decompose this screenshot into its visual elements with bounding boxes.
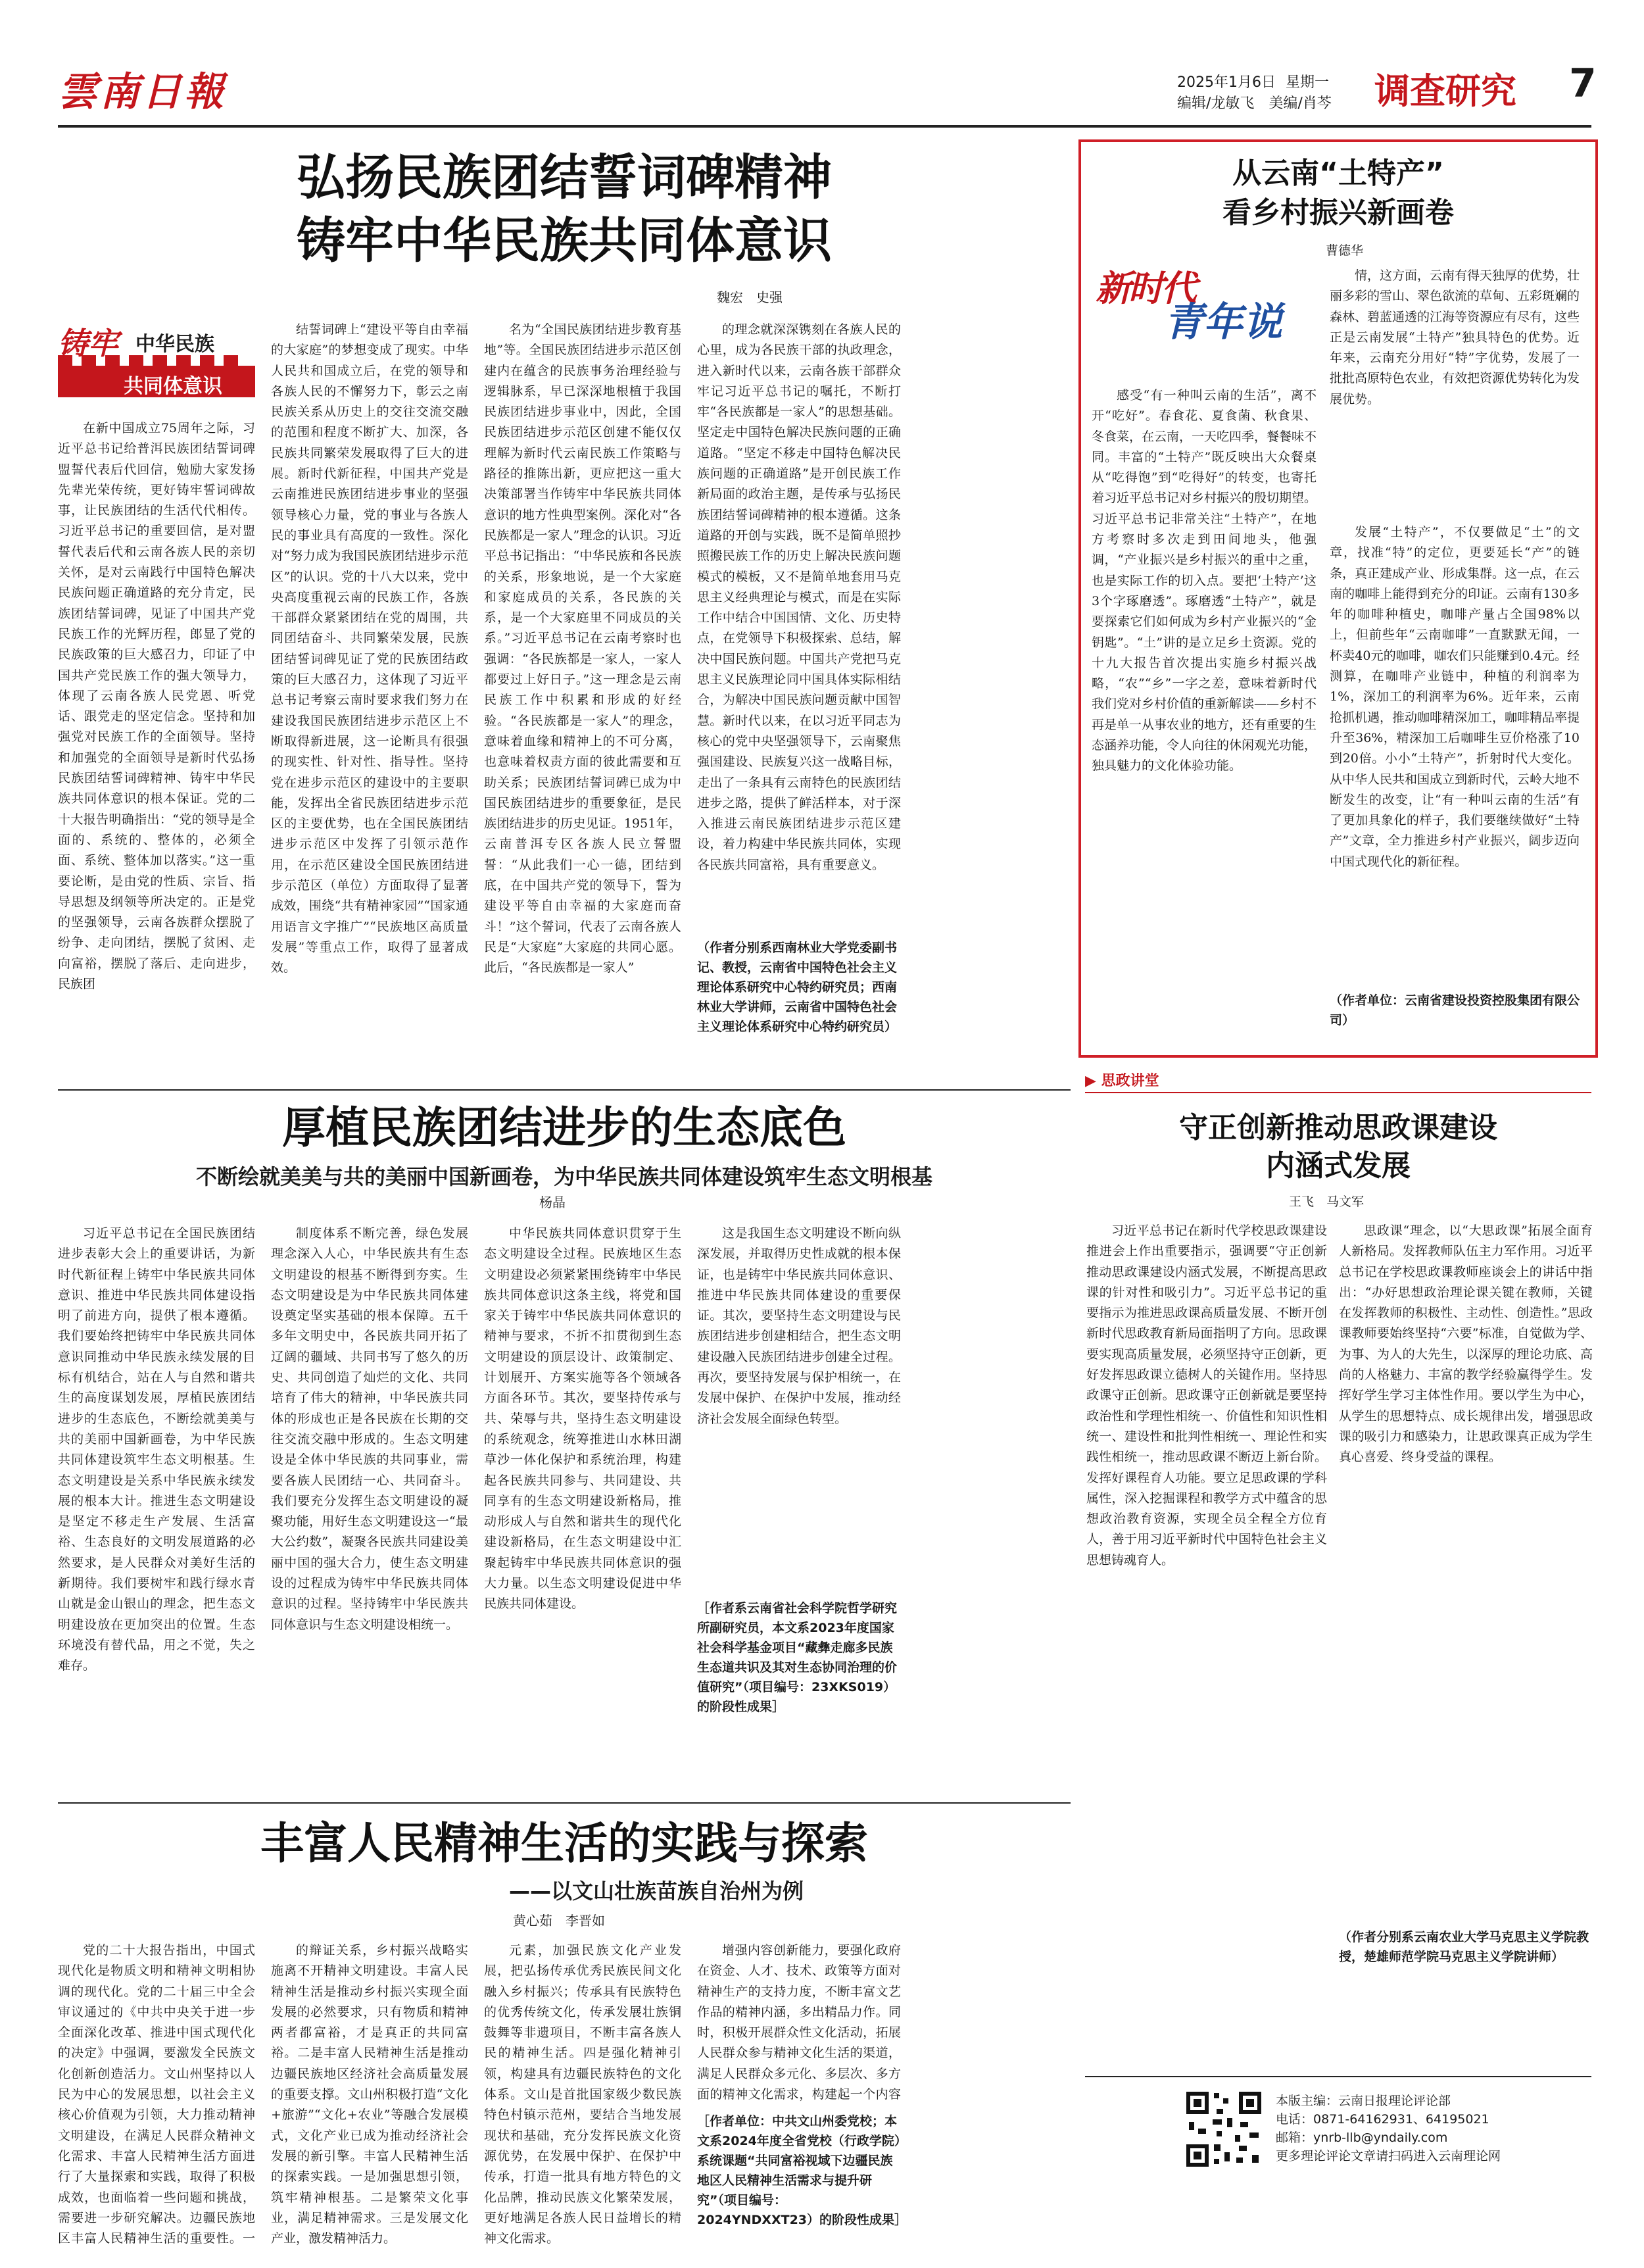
sidebar-feature-col1-top-text: 情，这方面，云南有得天独厚的优势，壮丽多彩的雪山、翠色欲流的草甸、五彩斑斓的森林、碧蓝通透的江海等资源应有尽有，这些正是云南发展“土特产”独具特色的优势。近年来，云南充分用好“特”字优势，发展了一批批高原特色农业，有效把资源优势转化为发展优势。	[1330, 268, 1580, 407]
article3-col1	[58, 1940, 255, 2250]
divider-2	[58, 1802, 1071, 1804]
sidebar-feature-title	[1081, 154, 1595, 233]
article3-col3-text: 元素，加强民族文化产业发展，把弘扬传承优秀民族民间文化融入乡村振兴；传承具有民族特色的优秀传统文化，传承发展壮族铜鼓舞等非遗项目，不断丰富各族人民的精神生活。四是强化精神引领，构建具有边疆民族特色的文化体系。文山是首批国家级少数民族特色村镇示范州，要结合当地发展现状和基础，充分发挥民族文化资源优势，在发展中保护、在保护中传承，打造一批具有地方特色的文化品牌，推动民族文化繁荣发展，更好地满足各族人民日益增长的精神文化需求。	[484, 1943, 681, 2246]
divider-1	[58, 1089, 1071, 1091]
qr-code[interactable]	[1184, 2089, 1264, 2169]
article2-title: 厚植民族团结进步的生态底色	[282, 1102, 846, 1153]
chevron-right-icon: ▶	[1085, 1073, 1101, 1089]
sidebar-feature-title-line2: 看乡村振兴新画卷	[1222, 196, 1454, 230]
article2-author-note: ［作者系云南省社会科学院哲学研究所副研究员，本文系2023年度国家社会科学基金项目“藏彝走廊多民族生态道共识及其对生态协同治理的价值研究”（项目编号：23XKS019）的阶段性成果］	[697, 1601, 898, 1714]
section-label-rule	[1085, 1092, 1591, 1093]
sidebar-bottom-col1	[1086, 1221, 1327, 1986]
article1-col2-text: 结誓词碑上“建设平等自由幸福的大家庭”的梦想变成了现实。中华人民共和国成立后，在党的领导和各族人民的不懈努力下，彰云之南民族关系从历史上的交往交流交融的范围和程度不断扩大、加深，各民族共同繁荣发展取得了巨大的进展。新时代新征程，中国共产党是云南推进民族团结进步事业的坚强领导核心力量，党的事业与各族人民的事业具有高度的一致性。深化对“努力成为我国民族团结进步示范区”的认识。党的十八大以来，党中央高度重视云南的民族工作，各族干部群众紧紧团结在党的周围，共同团结奋斗、共同繁荣发展，民族团结誓词碑见证了党的民族团结政策的巨大感召力，这体现了习近平总书记考察云南时要求我们努力在建设我国民族团结进步示范区上不断取得新进展，这一论断具有很强的现实性、针对性、指导性。坚持党在进步示范区的建设中的主要职能，发挥出全省民族团结进步示范区的主要优势，也在全国民族团结进步示范区中发挥了引领示范作用，在示范区建设全国民族团结进步示范区（单位）方面取得了显著成效，围绕“共有精神家园”“国家通用语言文字推广”“民族地区高质量发展”等重点工作，取得了显著成效。	[271, 322, 468, 975]
section-label-text: 思政讲堂	[1101, 1073, 1159, 1089]
badge-line3: 共同体意识	[124, 375, 222, 398]
sidebar-feature-author: 曹德华	[1326, 243, 1364, 258]
section-title: 调查研究	[1374, 70, 1516, 112]
sidebar-bottom-title-line1: 守正创新推动思政课建设	[1179, 1111, 1497, 1145]
sidebar-bottom-author-note: （作者分别系云南农业大学马克思主义学院教授，楚雄师范学院马克思主义学院讲师）	[1339, 1930, 1589, 1964]
date-text: 2025年1月6日	[1177, 74, 1276, 91]
article2-col1-text: 习近平总书记在全国民族团结进步表彰大会上的重要讲话，为新时代新征程上铸牢中华民族共同体意识、推进中华民族共同体建设指明了前进方向，提供了根本遵循。我们要始终把铸牢中华民族共同体意识同推动中华民族永续发展的目标有机结合，站在人与自然和谐共生的高度谋划发展，厚植民族团结进步的生态底色，不断绘就美美与共的美丽中国新画卷，为中华民族共同体建设筑牢生态文明根基。生态文明建设是关系中华民族永续发展的根本大计。推进生态文明建设是坚定不移走生产发展、生活富裕、生态良好的文明发展道路的必然要求，是人民群众对美好生活的新期待。我们要树牢和践行绿水青山就是金山银山的理念，把生态文明建设放在更加突出的位置。生态环境没有替代品，用之不觉，失之难存。	[58, 1226, 255, 1673]
sidebar-bottom-authors: 王飞 马文军	[1289, 1195, 1365, 1209]
badge-word-new-era: 新时代	[1096, 267, 1194, 309]
editors-line: 编辑/龙敏飞 美编/肖芩	[1177, 95, 1332, 112]
sidebar-feature-col1-text: 感受“有一种叫云南的生活”，离不开“吃好”。春食花、夏食菌、秋食果、冬食菜，在云南，一天吃四季，餐餐味不同。丰富的“土特产”既反映出大众餐桌从“吃得饱”到“吃得好”的转变，也寄托着习近平总书记对乡村振兴的殷切期望。习近平总书记非常关注“土特产”，在地方考察时多次走到田间地头，他强调，“产业振兴是乡村振兴的重中之重，也是实际工作的切入点。要把‘土特产’这3个字琢磨透”。琢磨透“土特产”，就是要探索它们如何成为乡村产业振兴的“金钥匙”。“土”讲的是立足乡土资源。党的十九大报告首次提出实施乡村振兴战略，“农”“乡”一字之差，意味着新时代我们党对乡村价值的重新解读——乡村不再是单一从事农业的地方，还有重要的生态涵养功能，令人向往的休闲观光功能，独具魅力的文化体验功能。	[1092, 388, 1317, 774]
masthead-rule	[58, 125, 1591, 128]
article2-col3-text: 中华民族共同体意识贯穿于生态文明建设全过程。民族地区生态文明建设必须紧紧围绕铸牢中华民族共同体意识这条主线，将党和国家关于铸牢中华民族共同体意识的精神与要求，不折不扣贯彻到生态文明建设的顶层设计、政策制定、计划展开、方案实施等各个领域各方面各环节。其次，要坚持传承与共、荣辱与共，坚持生态文明建设的系统观念，统筹推进山水林田湖草沙一体化保护和系统治理，构建起各民族共同参与、共同建设、共同享有的生态文明建设新格局，推动形成人与自然和谐共生的现代化建设新格局，在生态文明建设中汇聚起铸牢中华民族共同体意识的强大力量。以生态文明建设促进中华民族共同体建设。	[484, 1226, 681, 1612]
article1-col1	[58, 418, 255, 1076]
issue-date	[1177, 71, 1329, 91]
sidebar-bottom-col2	[1339, 1221, 1593, 1921]
sidebar-bottom-title	[1078, 1109, 1598, 1185]
article2-author: 杨晶	[539, 1195, 566, 1210]
article3-col3	[484, 1940, 681, 2250]
sidebar-feature-col1	[1092, 385, 1317, 1050]
article2-col4	[697, 1223, 901, 1592]
footer-info	[1276, 2092, 1501, 2165]
article3-title: 丰富人民精神生活的实践与探索	[260, 1818, 868, 1869]
badge-line2: 中华民族	[135, 333, 214, 356]
article3-col2	[271, 1940, 468, 2250]
article1-col3	[484, 320, 681, 1076]
article1-title	[58, 146, 1071, 272]
sidebar-feature-col2-text: 发展“土特产”，不仅要做足“土”的文章，找准“特”的定位，更要延长“产”的链条，真正建成产业、形成集群。这一点，在云南的咖啡上能得到充分的印证。云南有130多年的咖啡种植史，咖啡产量占全国98%以上，但前些年“云南咖啡”一直默默无闻，一杯卖40元的咖啡，咖农们只能赚到0.4元。经测算，在咖啡产业链中，种植的利润率为1%，深加工的利润率为6%。近年来，云南抢抓机遇，推动咖啡精深加工，咖啡精品率提升至36%，精深加工后咖啡生豆价格涨了10到20倍。小小“土特产”，折射时代大变化。从中华人民共和国成立到新时代，云岭大地不断发生的改变，让“有一种叫云南的生活”有了更加具象化的样子，我们要继续做好“土特产”文章，全力推进乡村产业振兴，阔步迈向中国式现代化的新征程。	[1330, 525, 1580, 869]
article1-title-line1: 弘扬民族团结誓词碑精神	[297, 149, 832, 206]
article3-col4-text: 增强内容创新能力，要强化政府在资金、人才、技术、政策等方面对精神生产的支持力度，不断丰富文艺作品的精神内涵，多出精品力作。同时，积极开展群众性文化活动，拓展人民群众参与精神文化生活的渠道，满足人民群众多元化、多层次、多方面的精神文化需求，构建起一个内容	[697, 1943, 901, 2102]
article2-col2	[271, 1223, 468, 1789]
sidebar-feature-box	[1078, 139, 1598, 1058]
footer-scan-hint: 更多理论评论文章请扫码进入云南理论网	[1276, 2149, 1501, 2163]
masthead	[0, 0, 1644, 132]
sidebar-feature-author-note: （作者单位：云南省建设投资控股集团有限公司）	[1330, 993, 1580, 1027]
article2-col4-text: 这是我国生态文明建设不断向纵深发展，并取得历史性成就的根本保证，也是铸牢中华民族共同体意识、推进中华民族共同体建设的重要保证。其次，要坚持生态文明建设与民族团结进步创建相结合，把生态文明建设融入民族团结进步创建全过程。再次，要坚持发展与保护相统一，在发展中保护、在保护中发展，推动经济社会发展全面绿色转型。	[697, 1226, 901, 1426]
sidebar-feature-col1-top	[1330, 266, 1580, 516]
article3-author-note: ［作者单位：中共文山州委党校；本文系2024年度全省党校（行政学院）系统课题“共同富裕视域下边疆民族地区人民精神生活需求与提升研究”（项目编号：2024YNDXXT23）的阶段性成果］	[697, 2114, 907, 2227]
sidebar-feature-title-line1: 从云南“土特产”	[1232, 157, 1444, 190]
column-badge	[1092, 258, 1318, 350]
badge-main-word: 铸牢	[58, 326, 118, 361]
footer-email[interactable]: 邮箱：ynrb-llb@yndaily.com	[1276, 2131, 1448, 2145]
article3-col1-text: 党的二十大报告指出，中国式现代化是物质文明和精神文明相协调的现代化。党的二十届三中全会审议通过的《中共中央关于进一步全面深化改革、推进中国式现代化的决定》中强调，要激发全民族文化创新创造活力。文山州坚持以人民为中心的发展思想，以社会主义核心价值观为引领，大力推动精神文明建设，在满足人民群众精神文化需求、丰富人民精神生活方面进行了大量探索和实践，取得了积极成效，也面临着一些问题和挑战，需要进一步研究解决。边疆民族地区丰富人民精神生活的重要性。一	[58, 1943, 255, 2246]
footer-phone: 电话：0871-64162931、64195021	[1276, 2112, 1489, 2127]
article1-title-line2: 铸牢中华民族共同体意识	[297, 212, 832, 269]
article1-col2	[271, 320, 468, 1076]
page-number: 7	[1569, 61, 1597, 107]
article1-col1-text: 在新中国成立75周年之际，习近平总书记给普洱民族团结誓词碑盟誓代表后代回信，勉励大家发扬先辈光荣传统，更好铸牢誓词碑故事，让民族团结的生活代代相传。习近平总书记的重要回信，是对盟誓代表后代和云南各族人民的亲切关怀，是对云南践行中国特色解决民族问题正确道路的充分肯定，民族团结誓词碑，见证了中国共产党民族工作的光辉历程，郎显了党的民族政策的巨大感召力，印证了中国共产党民族工作的强大领导力，体现了云南各族人民党恩、听党话、跟党走的坚定信念。坚持和加强党对民族工作的全面领导。坚持和加强党的全面领导是新时代弘扬民族团结誓词碑精神、铸牢中华民族共同体意识的根本保证。党的二十大报告明确指出：“党的领导是全面的、系统的、整体的，必须全面、系统、整体加以落实。”这一重要论断，是由党的性质、宗旨、指导思想及纲领等所决定的。正是党的坚强领导，云南各族群众摆脱了纷争、走向团结，摆脱了贫困、走向富裕，摆脱了落后、走向进步，民族团	[58, 421, 255, 992]
article1-col4-text: 的理念就深深镌刻在各族人民的心里，成为各民族干部的执政理念，进入新时代以来，云南各族干部群众牢记习近平总书记的嘱托，不断打牢“各民族都是一家人”的思想基础。坚定走中国特色解决民族问题的正确道路。“坚定不移走中国特色解决民族问题的正确道路”是开创民族工作新局面的政治主题，是传承与弘扬民族团结誓词碑精神的根本遵循。这条道路的开创与实践，既不是简单照抄照搬民族工作的历史上解决民族问题模式的模板，又不是简单地套用马克思主义经典理论与模式，而是在实际工作中结合中国国情、文化、历史特点，在党领导下积极探索、总结，解决中国民族问题。中国共产党把马克思主义民族理论同中国具体实际相结合，为解决中国民族问题贡献中国智慧。新时代以来，在以习近平同志为核心的党中央坚强领导下，云南聚焦强国建设、民族复兴这一战略目标，走出了一条具有云南特色的民族团结进步之路，提供了鲜活样本，对于深入推进云南民族团结进步示范区建设，着力构建中华民族共同体，实现各民族共同富裕，具有重要意义。	[697, 322, 901, 872]
sidebar-bottom-col1-text: 习近平总书记在新时代学校思政课建设推进会上作出重要指示，强调要“守正创新推动思政课建设内涵式发展，不断提高思政课的针对性和吸引力”。习近平总书记的重要指示为推进思政课高质量发展、不断开创新时代思政教育新局面指明了方向。思政课要实现高质量发展，必须坚持守正创新，更好发挥思政课立德树人的关键作用。坚持思政课守正创新。思政课守正创新就是要坚持政治性和学理性相统一、价值性和知识性相统一、建设性和批判性相统一、理论性和实践性相统一，推动思政课不断迈上新台阶。发挥好课程育人功能。要立足思政课的学科属性，深入挖掘课程和教学方式中蕴含的思想政治教育资源，实现全员全程全方位育人，善于用习近平新时代中国特色社会主义思想铸魂育人。	[1086, 1223, 1327, 1567]
sidebar-bottom-col2-text: 思政课“理念，以“大思政课”拓展全面育人新格局。发挥教师队伍主力军作用。习近平总书记在学校思政课教师座谈会上的讲话中指出：“办好思想政治理论课关键在教师，关键在发挥教师的积极性、主动性、创造性。”思政课教师要始终坚持“六要”标准，自觉做为学、为事、为人的大先生，以深厚的理论功底、高尚的人格魅力、丰富的教学经验赢得学生。发挥好学生学习主体性作用。要以学生为中心，从学生的思想特点、成长规律出发，增强思政课的吸引力和感染力，让思政课真正成为学生真心喜爱、终身受益的课程。	[1339, 1223, 1593, 1465]
newspaper-logo: 雲南日報	[58, 69, 226, 115]
article1-authors: 魏宏 史强	[717, 289, 783, 305]
weekday-text: 星期一	[1285, 74, 1329, 91]
article3-subtitle: ——以文山壮族苗族自治州为例	[508, 1879, 804, 1904]
article3-authors: 黄心茹 李晋如	[513, 1913, 605, 1929]
footer-rule	[1085, 2076, 1591, 2077]
article3-col2-text: 的辩证关系，乡村振兴战略实施离不开精神文明建设。丰富人民精神生活是推动乡村振兴实现全面发展的必然要求，只有物质和精神两者都富裕，才是真正的共同富裕。二是丰富人民精神生活是推动边疆民族地区经济社会高质量发展的重要支撑。文山州积极打造“文化+旅游”“文化+农业”等融合发展模式，文化产业已成为推动经济社会发展的新引擎。丰富人民精神生活的探索实践。一是加强思想引领，筑牢精神根基。二是繁荣文化事业，满足精神需求。三是发展文化产业，激发精神活力。	[271, 1943, 468, 2246]
article1-col4	[697, 320, 901, 931]
footer-editor: 本版主编：云南日报理论评论部	[1276, 2094, 1451, 2108]
article2-col2-text: 制度体系不断完善，绿色发展理念深入人心，中华民族共有生态文明建设的根基不断得到夯实。生态文明建设是为中华民族共同体建设奠定坚实基础的根本保障。五千多年文明史中，各民族共同开拓了辽阔的疆域、共同书写了悠久的历史、共同创造了灿烂的文化、共同培育了伟大的精神，中华民族共同体的形成也正是各民族在长期的交往交流交融中形成的。生态文明建设是全体中华民族的共同事业，需要各族人民团结一心、共同奋斗。我们要充分发挥生态文明建设的凝聚功能，用好生态文明建设这一“最大公约数”，凝聚各民族共同建设美丽中国的强大合力，使生态文明建设的过程成为铸牢中华民族共同体意识的过程。坚持铸牢中华民族共同体意识与生态文明建设相统一。	[271, 1226, 468, 1632]
qr-code-icon	[1184, 2089, 1264, 2169]
article1-badge	[58, 320, 255, 397]
article1-author-note: （作者分别系西南林业大学党委副书记、教授，云南省中国特色社会主义理论体系研究中心特约研究员；西南林业大学讲师，云南省中国特色社会主义理论体系研究中心特约研究员）	[697, 941, 898, 1034]
article3-col4	[697, 1940, 901, 2105]
sidebar-bottom-title-line2: 内涵式发展	[1266, 1149, 1411, 1183]
article1-col3-text: 名为“全国民族团结进步教育基地”等。全国民族团结进步示范区创建内在蕴含的民族事务治理经验与逻辑脉系，早已深深地根植于我国民族团结进步事业中，因此，全国民族团结进步示范区创建不能仅仅理解为新时代云南民族工作策略与路径的推陈出新，更应把这一重大决策部署当作铸牢中华民族共同体意识的地方性典型案例。深化对“各民族都是一家人”理念的认识。习近平总书记指出：“中华民族和各民族的关系，形象地说，是一个大家庭和家庭成员的关系，各民族的关系，是一个大家庭里不同成员的关系。”习近平总书记在云南考察时也强调：“各民族都是一家人，一家人都要过上好日子。”这一理念是云南民族工作中积累和形成的好经验。“各民族都是一家人”的理念，意味着血缘和精神上的不可分离，也意味着权责方面的彼此需要和互助关系；民族团结誓词碑已成为中国民族团结进步的重要象征，是民族团结进步的历史见证。1951年，云南普洱专区各族人民立誓盟誓：“从此我们一心一德，团结到底，在中国共产党的领导下，誓为建设平等自由幸福的大家庭而奋斗！”这个誓词，代表了云南各族人民是“大家庭”大家庭的共同心愿。此后，“各民族都是一家人”	[484, 322, 681, 975]
badge-word-youth: 青年说	[1164, 299, 1282, 345]
section-label-ideology-class	[1085, 1070, 1159, 1090]
article2-subtitle: 不断绘就美美与共的美丽中国新画卷，为中华民族共同体建设筑牢生态文明根基	[195, 1164, 932, 1189]
article2-col3	[484, 1223, 681, 1789]
article2-col1	[58, 1223, 255, 1789]
sidebar-feature-col2	[1330, 522, 1580, 976]
